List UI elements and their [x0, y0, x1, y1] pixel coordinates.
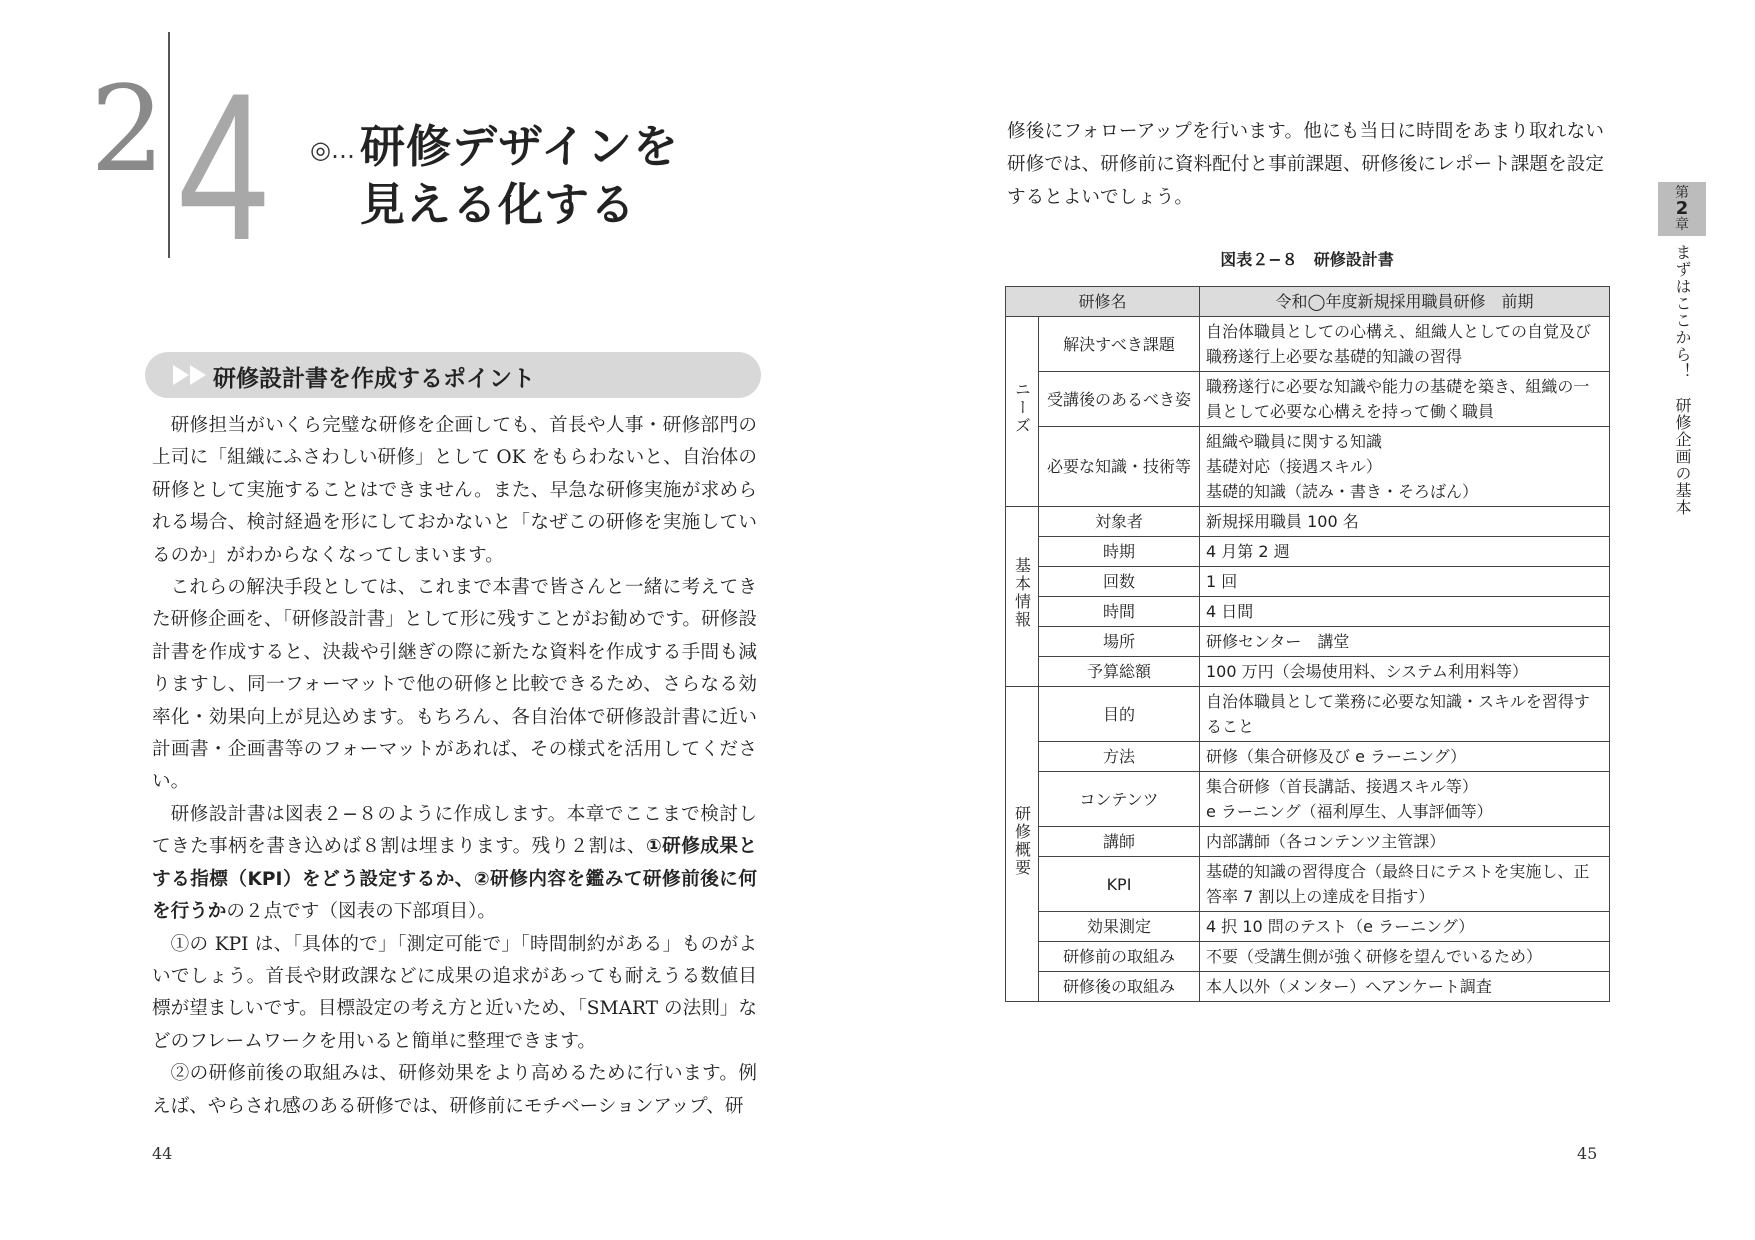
table-group-label: ニーズ	[1012, 381, 1032, 435]
body-paragraph	[152, 929, 757, 1059]
table-label-cell: 時間	[1039, 597, 1200, 627]
table-value-line: 組織や職員に関する知識	[1206, 432, 1383, 451]
section-number: 4	[178, 49, 270, 284]
body-paragraph	[152, 572, 757, 799]
table-value-line: 自治体職員としての心構え、組織人としての自覚及び職務遂行上必要な基礎的知識の習得	[1206, 322, 1591, 366]
table-value-line: 内部講師（各コンテンツ主管課）	[1206, 832, 1446, 851]
table-label-cell: 受講後のあるべき姿	[1039, 372, 1200, 427]
table-value-line: 100 万円（会場使用料、システム利用料等）	[1206, 662, 1529, 681]
table-value-cell	[1200, 317, 1610, 372]
table-value-line: 本人以外（メンター）へアンケート調査	[1206, 977, 1492, 996]
table-value-cell	[1200, 742, 1610, 772]
body-text-continued	[1007, 115, 1604, 214]
table-group-label: 研修概要	[1012, 804, 1032, 877]
section-title-line-2: 見える化する	[360, 178, 637, 231]
table-label-cell: KPI	[1039, 857, 1200, 912]
section-heading-bar	[145, 352, 761, 398]
table-row	[1006, 372, 1610, 427]
table-row	[1006, 427, 1610, 507]
table-header-row	[1006, 287, 1610, 317]
table-value-line: 研修センター 講堂	[1206, 632, 1350, 651]
table-label-cell: 場所	[1039, 627, 1200, 657]
table-value-cell	[1200, 942, 1610, 972]
table-label-cell: 必要な知識・技術等	[1039, 427, 1200, 507]
table-group-label: 基本情報	[1012, 557, 1032, 629]
section-heading: 研修設計書を作成するポイント	[213, 366, 535, 392]
table-value-cell	[1200, 372, 1610, 427]
chapter-running-title: まずはここから！ 研修企画の基本	[1673, 244, 1692, 516]
table-value-line: e ラーニング（福利厚生、人事評価等）	[1206, 802, 1493, 821]
table-value-line: 基礎的知識の習得度合（最終日にテストを実施し、正答率 7 割以上の達成を目指す）	[1206, 862, 1590, 906]
table-label-cell: 予算総額	[1039, 657, 1200, 687]
table-value-line: 4 択 10 問のテスト（e ラーニング）	[1206, 917, 1475, 936]
continuation-paragraph: 修後にフォローアップを行います。他にも当日に時間をあまり取れない研修では、研修前に資料配付と事前課題、研修後にレポート課題を設定するとよいでしょう。	[1007, 121, 1604, 208]
title-ornament: ◎…	[310, 136, 355, 164]
table-row	[1006, 942, 1610, 972]
table-row	[1006, 537, 1610, 567]
table-label-cell: コンテンツ	[1039, 772, 1200, 827]
table-row	[1006, 687, 1610, 742]
table-value-cell	[1200, 972, 1610, 1002]
table-row	[1006, 972, 1610, 1002]
table-value-line: 基礎対応（接遇スキル）	[1206, 457, 1382, 476]
table-header-value: 令和◯年度新規採用職員研修 前期	[1200, 287, 1610, 317]
table-label-cell: 回数	[1039, 567, 1200, 597]
chapter-number: 2	[90, 60, 166, 198]
table-value-line: 基礎的知識（読み・書き・そろばん）	[1206, 482, 1479, 501]
page-number-left: 44	[152, 1144, 173, 1163]
body-paragraph	[152, 799, 757, 929]
table-row	[1006, 742, 1610, 772]
table-value-line: 新規採用職員 100 名	[1206, 512, 1359, 531]
table-label-cell: 対象者	[1039, 507, 1200, 537]
section-title-line-1: 研修デザインを	[360, 120, 679, 173]
table-row	[1006, 772, 1610, 827]
table-group-cell	[1006, 507, 1039, 687]
table-row	[1006, 857, 1610, 912]
table-value-line: 4 月第 2 週	[1206, 542, 1290, 561]
paragraph-text: これらの解決手段としては、これまで本書で皆さんと一緒に考えてきた研修企画を、「研修設計書」として形に残すことがお勧めです。研修設計書を作成すると、決裁や引継ぎの際に新たな資料を作成する手間も減りますし、同一フォーマットで他の研修と比較できるため、さらなる効率化・効果向上が見込めます。もちろん、各自治体で研修設計書に近い計画書・企画書等のフォーマットがあれば、その様式を活用してください。	[152, 577, 757, 793]
table-value-cell	[1200, 427, 1610, 507]
chapter-tab	[1658, 182, 1706, 236]
table-value-cell	[1200, 827, 1610, 857]
chapter-divider	[168, 32, 170, 258]
chapter-tab-suffix: 章	[1675, 217, 1689, 233]
body-text	[152, 410, 757, 1123]
table-row	[1006, 657, 1610, 687]
table-value-cell	[1200, 507, 1610, 537]
table-value-cell	[1200, 772, 1610, 827]
table-label-cell: 時期	[1039, 537, 1200, 567]
table-row	[1006, 827, 1610, 857]
table-value-cell	[1200, 912, 1610, 942]
table-label-cell: 解決すべき課題	[1039, 317, 1200, 372]
table-label-cell: 研修前の取組み	[1039, 942, 1200, 972]
table-row	[1006, 507, 1610, 537]
table-value-line: 研修（集合研修及び e ラーニング）	[1206, 747, 1467, 766]
table-row	[1006, 567, 1610, 597]
paragraph-text: ①の KPI は、「具体的で」「測定可能で」「時間制約がある」ものがよいでしょう。首長や財政課などに成果の追求があっても耐えうる数値目標が望ましいです。目標設定の考え方と近いため、「SMART の法則」などのフレームワークを用いると簡単に整理できます。	[152, 933, 757, 1052]
table-value-cell	[1200, 857, 1610, 912]
table-value-cell	[1200, 687, 1610, 742]
table-value-line: 1 回	[1206, 572, 1238, 591]
page-number-right: 45	[1577, 1144, 1598, 1163]
training-plan-table	[1005, 286, 1610, 1002]
table-value-line: 集合研修（首長講話、接遇スキル等）	[1206, 777, 1478, 796]
chapter-tab-prefix: 第	[1675, 185, 1689, 201]
table-value-line: 職務遂行に必要な知識や能力の基礎を築き、組織の一員として必要な心構えを持って働く職員	[1206, 377, 1590, 421]
table-value-line: 自治体職員として業務に必要な知識・スキルを習得すること	[1206, 692, 1590, 736]
table-row	[1006, 912, 1610, 942]
section-title	[360, 118, 679, 234]
table-value-line: 不要（受講生側が強く研修を望んでいるため）	[1206, 947, 1543, 966]
figure-title: 図表２−８ 研修設計書	[1220, 250, 1394, 269]
paragraph-text: の２点です（図表の下部項目）。	[226, 901, 496, 923]
table-group-cell	[1006, 317, 1039, 507]
table-label-cell: 研修後の取組み	[1039, 972, 1200, 1002]
table-label-cell: 効果測定	[1039, 912, 1200, 942]
table-label-cell: 講師	[1039, 827, 1200, 857]
triangle-bullet-icon	[173, 365, 189, 385]
table-value-cell	[1200, 597, 1610, 627]
table-label-cell: 目的	[1039, 687, 1200, 742]
paragraph-text: ②の研修前後の取組みは、研修効果をより高めるために行います。例えば、やらされ感のある研修では、研修前にモチベーションアップ、研	[152, 1063, 757, 1117]
body-paragraph	[152, 410, 757, 572]
table-group-cell	[1006, 687, 1039, 1002]
table-row	[1006, 597, 1610, 627]
chapter-tab-number: 2	[1675, 198, 1689, 219]
body-paragraph	[152, 1058, 757, 1123]
paragraph-text: 研修担当がいくら完璧な研修を企画しても、首長や人事・研修部門の上司に「組織にふさわしい研修」として OK をもらわないと、自治体の研修として実施することはできません。また、早急な研修実施が求められる場合、検討経過を形にしておかないと「なぜこの研修を実施しているのか」がわからなくなってしまいます。	[152, 415, 757, 566]
table-value-cell	[1200, 627, 1610, 657]
table-row	[1006, 317, 1610, 372]
table-label-cell: 方法	[1039, 742, 1200, 772]
paragraph-text: 研修設計書は図表２−８のように作成します。本章でここまで検討してきた事柄を書き込めば８割は埋まります。残り２割は、	[152, 803, 757, 858]
table-header-label: 研修名	[1006, 287, 1200, 317]
table-value-cell	[1200, 657, 1610, 687]
table-value-cell	[1200, 567, 1610, 597]
table-value-cell	[1200, 537, 1610, 567]
table-value-line: 4 日間	[1206, 602, 1254, 621]
table-row	[1006, 627, 1610, 657]
triangle-bullet-icon	[190, 365, 206, 385]
emphasis-text: ①研修成果とする指標（KPI）をどう設定するか、②研修内容を鑑みて研修前後に何を行うか	[152, 836, 757, 923]
left-page	[0, 0, 877, 1240]
right-page	[877, 0, 1755, 1240]
